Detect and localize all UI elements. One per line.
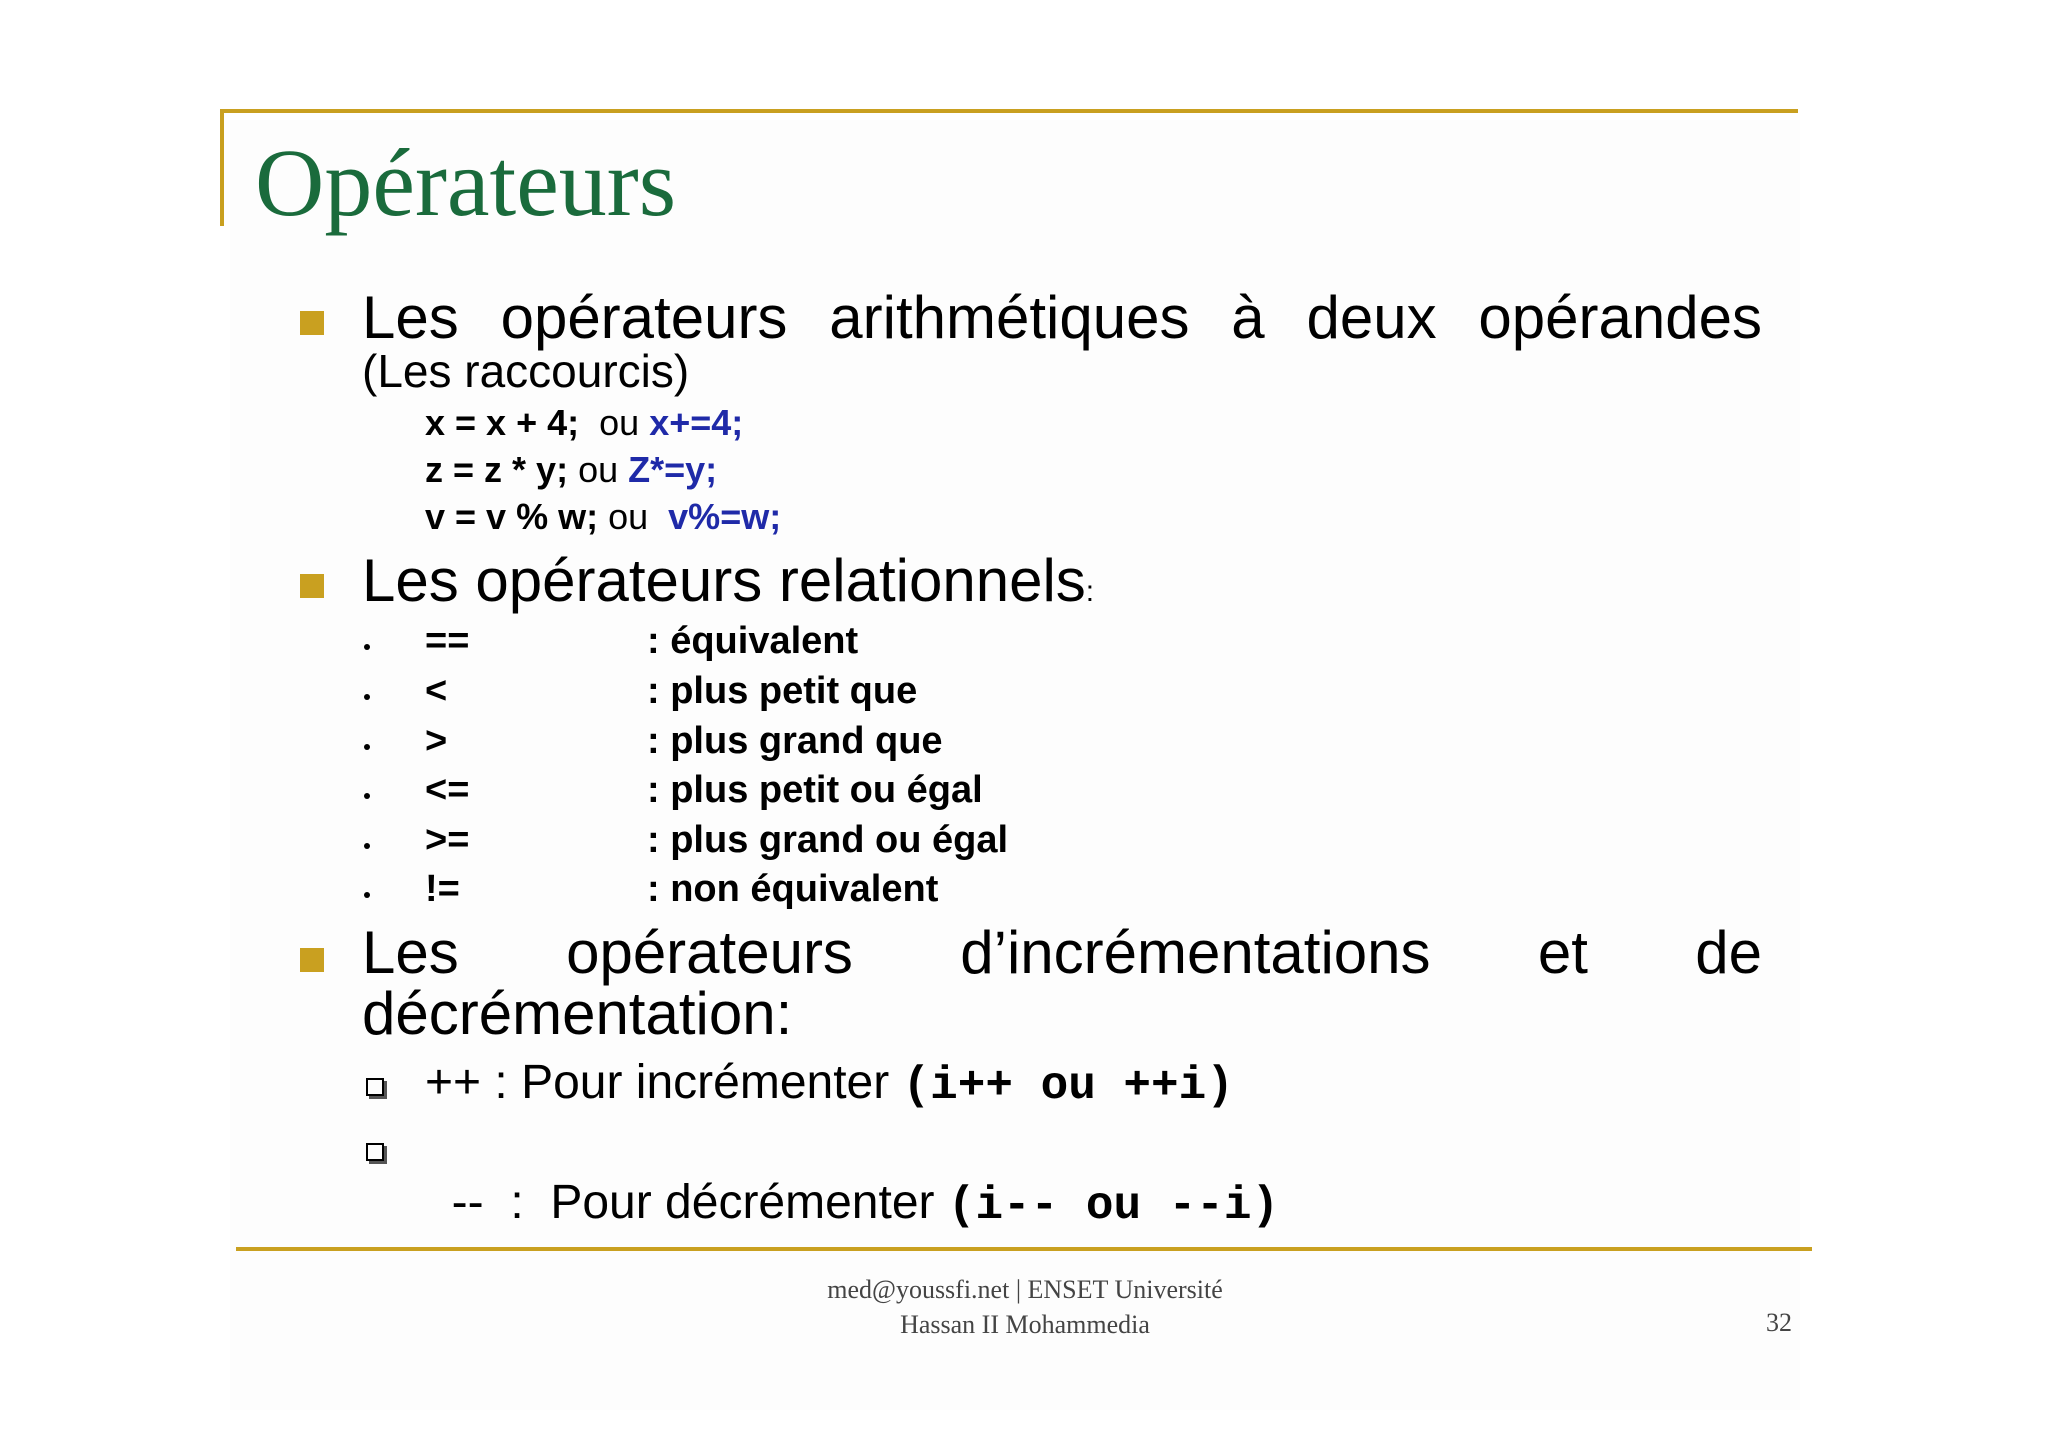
decrement-code: (i-- ou --i)	[947, 1180, 1280, 1232]
heading-word: arithmétiques	[829, 284, 1190, 351]
top-rule	[220, 109, 1798, 113]
shortcut-ou: ou	[599, 402, 640, 443]
footer-line2: Hassan II Mohammedia	[900, 1310, 1150, 1340]
bullet-square-3	[300, 948, 324, 972]
relational-desc: : plus petit ou égal	[647, 769, 983, 811]
relational-desc: : équivalent	[647, 620, 859, 662]
shortcut-short: Z*=y;	[628, 449, 718, 490]
left-rule	[220, 109, 224, 226]
heading-word: Les	[362, 919, 459, 986]
decrement-text: : Pour décrémenter	[483, 1176, 948, 1229]
shortcut-line	[425, 402, 743, 444]
dot-bullet	[364, 793, 370, 799]
section3-heading-line2: décrémentation:	[362, 980, 793, 1047]
slide-title: Opérateurs	[255, 129, 677, 236]
checkbox-bullet-icon	[366, 1078, 384, 1096]
relational-op: >	[425, 720, 448, 762]
increment-op: ++	[425, 1056, 482, 1109]
heading-word: opérateurs	[566, 919, 853, 986]
dot-bullet	[364, 744, 370, 750]
shortcut-expr: x = x + 4;	[425, 402, 580, 443]
section1-subtitle: (Les raccourcis)	[362, 345, 690, 397]
shortcut-line	[425, 449, 717, 491]
heading-word: opérateurs	[500, 284, 788, 351]
section2-heading-colon: :	[1085, 575, 1095, 608]
checkbox-bullet-icon	[366, 1143, 384, 1161]
bullet-square-1	[300, 311, 324, 335]
relational-op: ==	[425, 620, 470, 662]
relational-desc: : non équivalent	[647, 868, 939, 910]
shortcut-expr: z = z * y;	[425, 449, 569, 490]
relational-op: <	[425, 670, 448, 712]
section3-heading	[362, 921, 1762, 984]
section2-heading-text: Les opérateurs relationnels	[362, 547, 1086, 614]
shortcut-line	[425, 496, 781, 538]
relational-op: <=	[425, 769, 470, 811]
section1-heading	[362, 286, 1762, 349]
section2-heading	[362, 549, 1094, 612]
decrement-line	[425, 1120, 1279, 1232]
relational-desc: : plus grand que	[647, 720, 943, 762]
heading-word: opérandes	[1478, 284, 1762, 351]
shortcut-expr: v = v % w;	[425, 496, 599, 537]
page-number: 32	[1766, 1308, 1792, 1337]
shortcut-ou: ou	[578, 449, 619, 490]
increment-line	[425, 1055, 1234, 1112]
footer-line1: med@youssfi.net | ENSET Université	[827, 1275, 1223, 1304]
footer	[700, 1272, 1350, 1342]
increment-text: : Pour incrémenter	[481, 1056, 903, 1109]
bullet-square-2	[300, 574, 324, 598]
shortcut-short: v%=w;	[668, 496, 782, 537]
relational-desc: : plus petit que	[647, 670, 918, 712]
heading-word: et	[1537, 919, 1588, 986]
decrement-op: --	[451, 1176, 484, 1229]
relational-desc: : plus grand ou égal	[647, 819, 1009, 861]
dot-bullet	[364, 892, 370, 898]
dot-bullet	[364, 694, 370, 700]
bottom-rule	[236, 1247, 1812, 1251]
shortcut-short: x+=4;	[649, 402, 744, 443]
dot-bullet	[364, 843, 370, 849]
relational-op: >=	[425, 819, 470, 861]
heading-word: Les	[362, 284, 459, 351]
heading-word: d’incrémentations	[960, 919, 1431, 986]
shortcut-ou: ou	[608, 496, 649, 537]
heading-word: de	[1695, 919, 1762, 986]
heading-word: deux	[1306, 284, 1437, 351]
heading-word: à	[1231, 284, 1265, 351]
dot-bullet	[364, 644, 370, 650]
relational-op: !=	[425, 868, 460, 910]
increment-code: (i++ ou ++i)	[902, 1060, 1234, 1112]
